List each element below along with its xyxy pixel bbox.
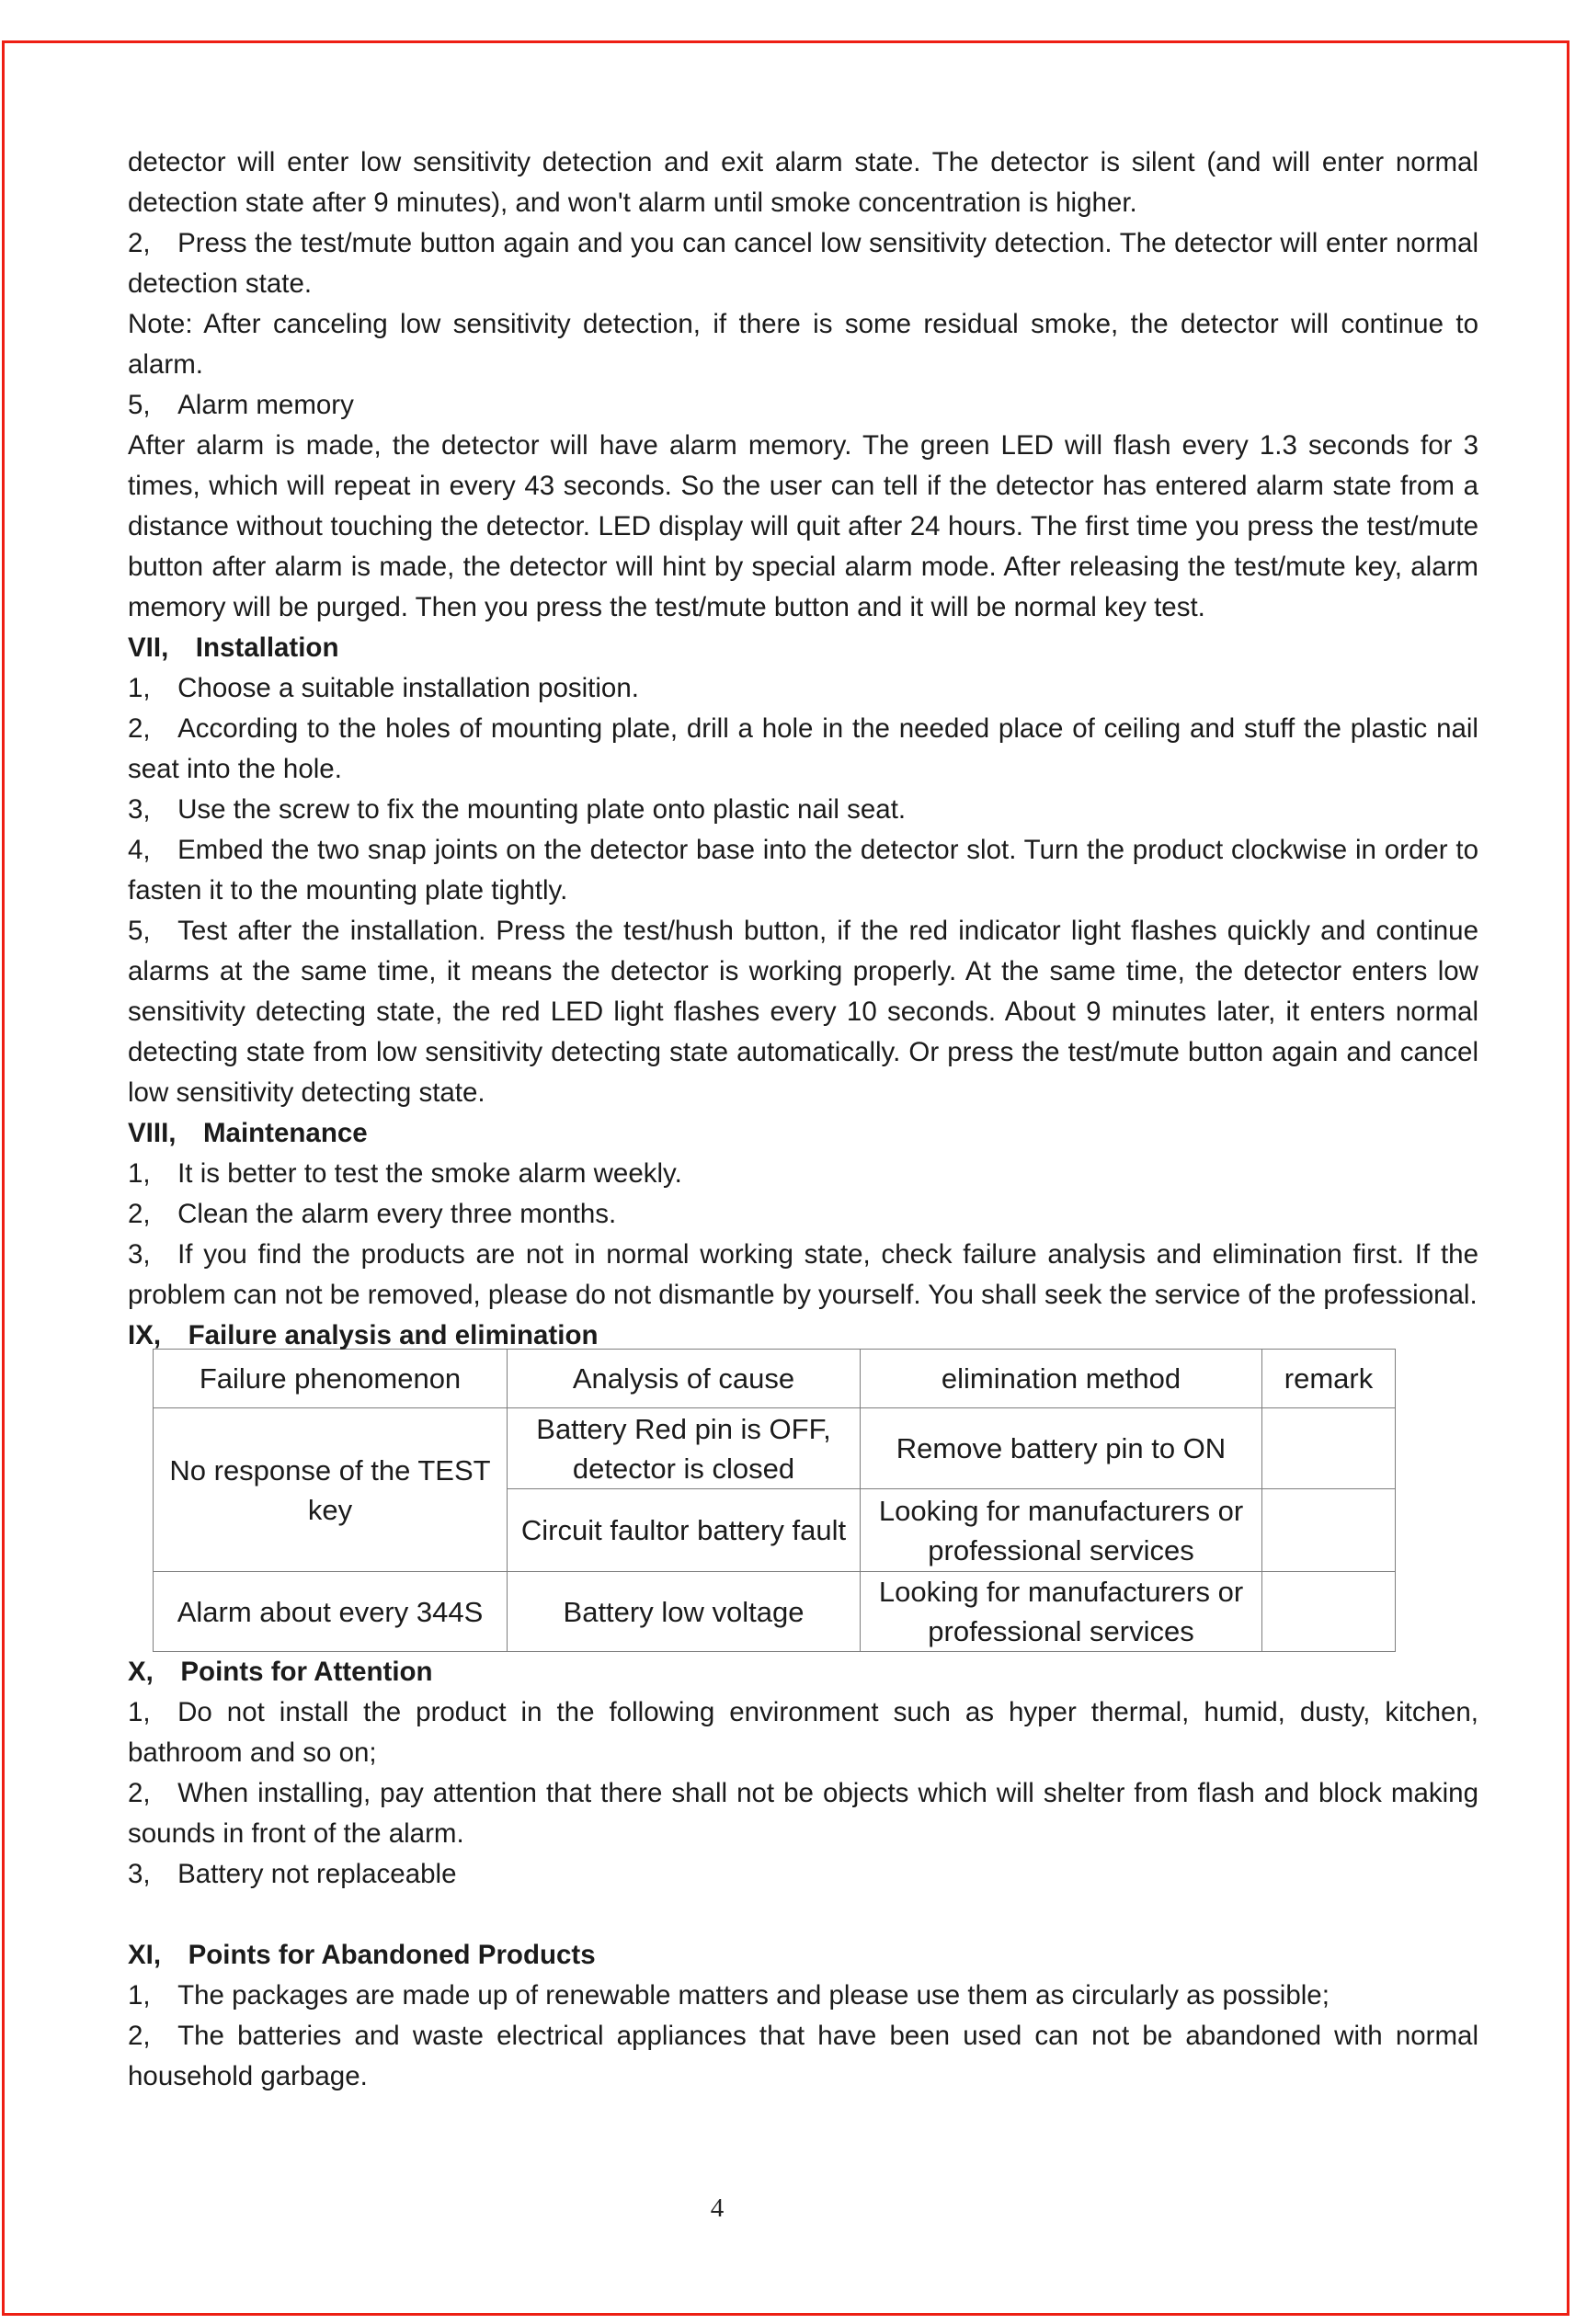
table-row <box>154 1572 1396 1652</box>
section-heading-maintenance: VIII, Maintenance <box>128 1118 368 1148</box>
table-cell-failure-no-response: No response of the TEST key <box>154 1408 508 1572</box>
table-cell-method-manufacturer-service: Looking for manufacturers or professional services <box>861 1572 1262 1652</box>
failure-table <box>153 1349 1396 1652</box>
table-header-row <box>154 1350 1396 1408</box>
table-cell-method-remove-pin: Remove battery pin to ON <box>861 1408 1262 1489</box>
table-cell-failure-alarm-344s: Alarm about every 344S <box>154 1572 508 1652</box>
list-item: 2, When installing, pay attention that there shall not be objects which will shelter from flash and block making sounds in front of the alarm. <box>128 1778 1478 1849</box>
table-cell-cause-low-voltage: Battery low voltage <box>508 1572 861 1652</box>
paragraph-alarm-memory: After alarm is made, the detector will have alarm memory. The green LED will flash every 1.3 seconds for 3 times, which will repeat in every 43 seconds. So the user can tell if the detector has entered alarm state from a distance without touching the detector. LED display will quit after 24 hours. The first time you press the test/mute button after alarm is made, the detector will hint by special alarm mode. After releasing the test/mute key, alarm memory will be purged. Then you press the test/mute button and it will be normal key test. <box>128 430 1478 622</box>
table-header-failure-phenomenon: Failure phenomenon <box>154 1350 508 1408</box>
page-number: 4 <box>710 2193 725 2223</box>
list-item-mute-cancel: 2, Press the test/mute button again and you can cancel low sensitivity detection. The detector will enter normal detection state. <box>128 228 1478 299</box>
section-heading-installation: VII, Installation <box>128 632 339 663</box>
table-cell-method-manufacturer-service: Looking for manufacturers or professional services <box>861 1489 1262 1572</box>
table-cell-remark-empty <box>1262 1489 1396 1572</box>
table-header-analysis-of-cause: Analysis of cause <box>508 1350 861 1408</box>
table-cell-remark-empty <box>1262 1572 1396 1652</box>
section-heading-abandoned-products: XI, Points for Abandoned Products <box>128 1940 596 1970</box>
table-row <box>154 1408 1396 1489</box>
list-item: 2, Clean the alarm every three months. <box>128 1199 617 1229</box>
list-item: 2, According to the holes of mounting plate, drill a hole in the needed place of ceiling and stuff the plastic nail seat into the hole. <box>128 713 1478 784</box>
section-heading-attention: X, Points for Attention <box>128 1657 433 1687</box>
table-header-elimination-method: elimination method <box>861 1350 1262 1408</box>
table-cell-cause-battery-pin-off: Battery Red pin is OFF, detector is closed <box>508 1408 861 1489</box>
table-header-remark: remark <box>1262 1350 1396 1408</box>
list-item: 4, Embed the two snap joints on the detector base into the detector slot. Turn the product clockwise in order to fasten it to the mounting plate tightly. <box>128 835 1478 906</box>
list-item: 1, Choose a suitable installation position. <box>128 673 639 703</box>
paragraph-continuation: detector will enter low sensitivity detection and exit alarm state. The detector is silent (and will enter normal detection state after 9 minutes), and won't alarm until smoke concentration is higher. <box>128 147 1478 218</box>
list-item: 1, Do not install the product in the following environment such as hyper thermal, humid, dusty, kitchen, bathroom and so on; <box>128 1697 1478 1768</box>
list-item: 3, If you find the products are not in normal working state, check failure analysis and elimination first. If the problem can not be removed, please do not dismantle by yourself. You shall seek the service of the professional. <box>128 1239 1478 1310</box>
paragraph-note: Note: After canceling low sensitivity detection, if there is some residual smoke, the detector will continue to alarm. <box>128 309 1478 380</box>
list-item: 5, Test after the installation. Press the test/hush button, if the red indicator light flashes quickly and continue alarms at the same time, it means the detector is working properly. At the same time, the detector enters low sensitivity detecting state, the red LED light flashes every 10 seconds. About 9 minutes later, it enters normal detecting state from low sensitivity detecting state automatically. Or press the test/mute button again and cancel low sensitivity detecting state. <box>128 916 1478 1108</box>
blank-line <box>128 1895 1478 1935</box>
table-cell-remark-empty <box>1262 1408 1396 1489</box>
table-cell-cause-circuit-fault: Circuit faultor battery fault <box>508 1489 861 1572</box>
list-item: 1, It is better to test the smoke alarm weekly. <box>128 1158 682 1189</box>
list-item: 3, Battery not replaceable <box>128 1859 457 1889</box>
list-item-alarm-memory: 5, Alarm memory <box>128 390 354 420</box>
document-body <box>128 142 1478 2097</box>
section-heading-failure-analysis: IX, Failure analysis and elimination <box>128 1320 599 1350</box>
list-item: 2, The batteries and waste electrical appliances that have been used can not be abandoned with normal household garbage. <box>128 2021 1478 2091</box>
list-item: 1, The packages are made up of renewable matters and please use them as circularly as possible; <box>128 1980 1330 2011</box>
list-item: 3, Use the screw to fix the mounting plate onto plastic nail seat. <box>128 794 907 825</box>
